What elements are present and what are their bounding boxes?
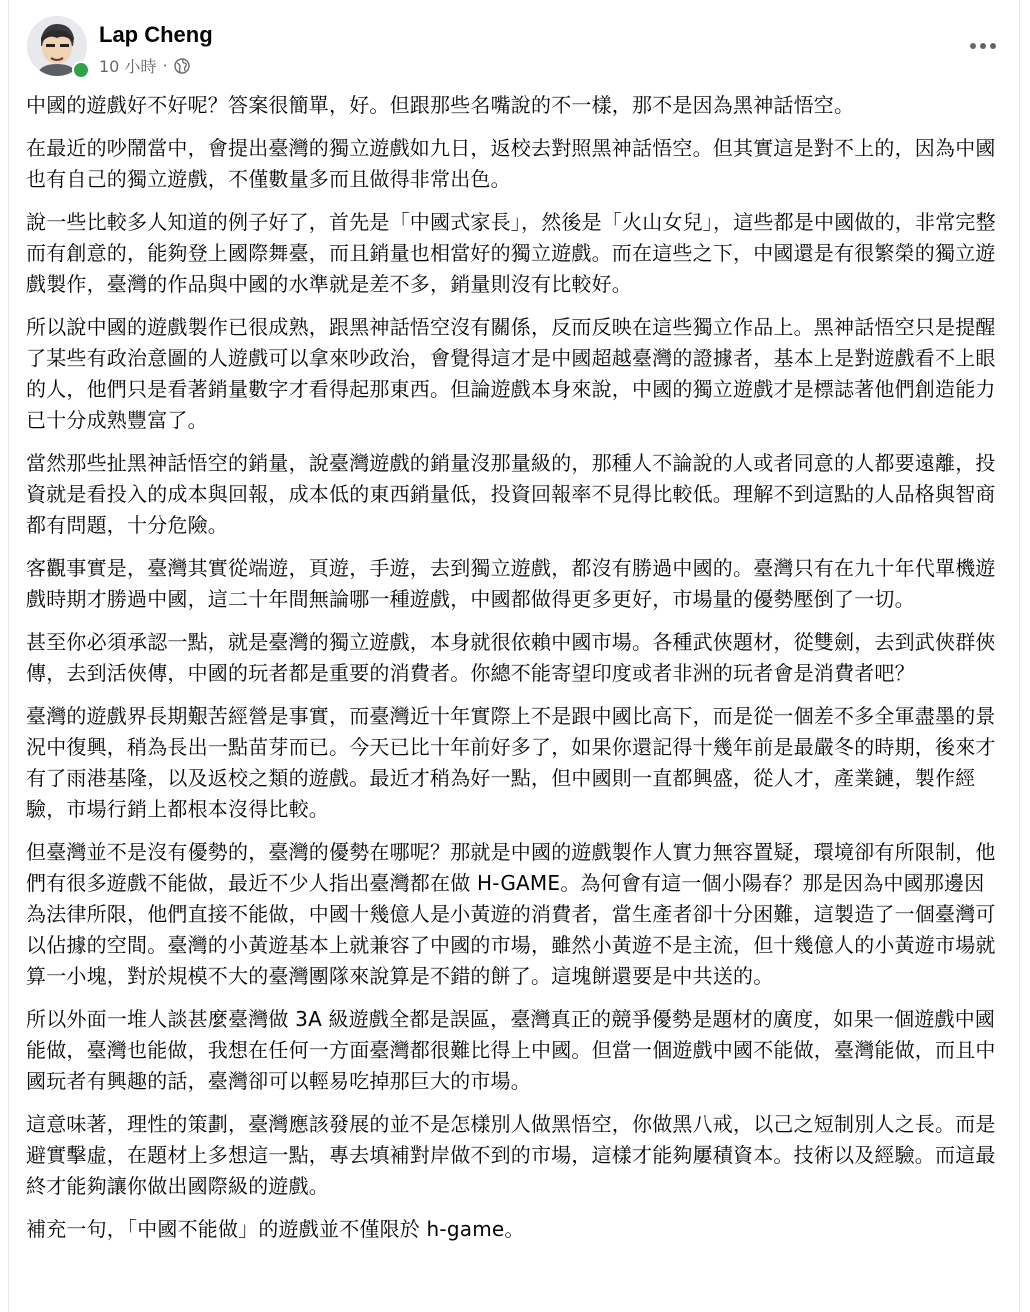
post-paragraph: 所以外面一堆人談甚麼臺灣做 3A 級遊戲全都是誤區，臺灣真正的競爭優勢是題材的廣度，如果一個遊戲中國能做，臺灣也能做，我想在任何一方面臺灣都很難比得上中國。但當一個遊戲中國不能做，臺灣能做，而且中國玩者有興趣的話，臺灣卻可以輕易吃掉那巨大的市場。 — [26, 1007, 996, 1093]
post-paragraph: 但臺灣並不是沒有優勢的，臺灣的優勢在哪呢？那就是中國的遊戲製作人實力無容置疑，環境卻有所限制，他們有很多遊戲不能做，最近不少人指出臺灣都在做 H-GAME。為何會有這一個小陽春？那是因為中國那邊因為法律所限，他們直接不能做，中國十幾億人是小黃遊的消費者，當生產者卻十分困難，這製造了一個臺灣可以佔據的空間。臺灣的小黃遊基本上就兼容了中國的市場，雖然小黃遊不是主流，但十幾億人的小黃遊市場就算一小塊，對於規模不大的臺灣團隊來說算是不錯的餅了。這塊餅還要是中共送的。 — [26, 840, 996, 988]
post-body — [26, 90, 1002, 1257]
online-status-dot — [72, 61, 90, 79]
more-options-button[interactable] — [963, 30, 1003, 62]
post-paragraph: 所以說中國的遊戲製作已很成熟，跟黑神話悟空沒有關係，反而反映在這些獨立作品上。黑神話悟空只是提醒了某些有政治意圖的人遊戲可以拿來吵政治，會覺得這才是中國超越臺灣的證據者，基本上是對遊戲看不上眼的人，他們只是看著銷量數字才看得起那東西。但論遊戲本身來說，中國的獨立遊戲才是標誌著他們創造能力已十分成熟豐富了。 — [26, 315, 996, 432]
more-options-icon — [990, 43, 996, 49]
post-paragraph: 這意味著，理性的策劃，臺灣應該發展的並不是怎樣別人做黑悟空，你做黑八戒，以己之短制別人之長。而是避實擊虛，在題材上多想這一點，專去填補對岸做不到的市場，這樣才能夠屢積資本。技術以及經驗。而這最終才能夠讓你做出國際級的遊戲。 — [26, 1112, 996, 1198]
post-paragraph: 補充一句，「中國不能做」的遊戲並不僅限於 h-game。 — [26, 1217, 525, 1241]
post-header — [27, 16, 1007, 82]
post-paragraph: 客觀事實是，臺灣其實從端遊，頁遊，手遊，去到獨立遊戲，都沒有勝過中國的。臺灣只有在九十年代單機遊戲時期才勝過中國，這二十年間無論哪一種遊戲，中國都做得更多更好，市場量的優勢壓倒了一切。 — [26, 556, 996, 611]
post-timestamp[interactable]: 10 小時 — [99, 57, 157, 76]
post-card — [8, 0, 1020, 1312]
more-options-icon — [970, 43, 976, 49]
post-paragraph: 臺灣的遊戲界長期艱苦經營是事實，而臺灣近十年實際上不是跟中國比高下，而是從一個差不多全軍盡墨的景況中復興，稍為長出一點苗芽而已。今天已比十年前好多了，如果你還記得十幾年前是最嚴冬的時期，後來才有了雨港基隆，以及返校之類的遊戲。最近才稍為好一點，但中國則一直都興盛，從人才，產業鏈，製作經驗，市場行銷上都根本沒得比較。 — [26, 704, 996, 821]
meta-separator: · — [162, 56, 168, 75]
author-name[interactable]: Lap Cheng — [99, 22, 213, 47]
post-paragraph: 說一些比較多人知道的例子好了，首先是「中國式家長」，然後是「火山女兒」，這些都是中國做的，非常完整而有創意的，能夠登上國際舞臺，而且銷量也相當好的獨立遊戲。而在這些之下，中國還是有很繁榮的獨立遊戲製作，臺灣的作品與中國的水準就是差不多，銷量則沒有比較好。 — [26, 210, 996, 296]
post-paragraph: 中國的遊戲好不好呢？答案很簡單，好。但跟那些名嘴說的不一樣，那不是因為黑神話悟空。 — [26, 93, 855, 117]
post-meta — [99, 54, 190, 77]
post-paragraph: 當然那些扯黑神話悟空的銷量，說臺灣遊戲的銷量沒那量級的，那種人不論說的人或者同意的人都要遠離，投資就是看投入的成本與回報，成本低的東西銷量低，投資回報率不見得比較低。理解不到這點的人品格與智商都有問題，十分危險。 — [26, 451, 996, 537]
globe-icon[interactable] — [174, 58, 190, 74]
post-paragraph: 在最近的吵鬧當中，會提出臺灣的獨立遊戲如九日，返校去對照黑神話悟空。但其實這是對不上的，因為中國也有自己的獨立遊戲，不僅數量多而且做得非常出色。 — [26, 136, 996, 191]
more-options-icon — [980, 43, 986, 49]
post-paragraph: 甚至你必須承認一點，就是臺灣的獨立遊戲，本身就很依賴中國市場。各種武俠題材，從雙劍，去到武俠群俠傳，去到活俠傳，中國的玩者都是重要的消費者。你總不能寄望印度或者非洲的玩者會是消費者吧？ — [26, 630, 996, 685]
